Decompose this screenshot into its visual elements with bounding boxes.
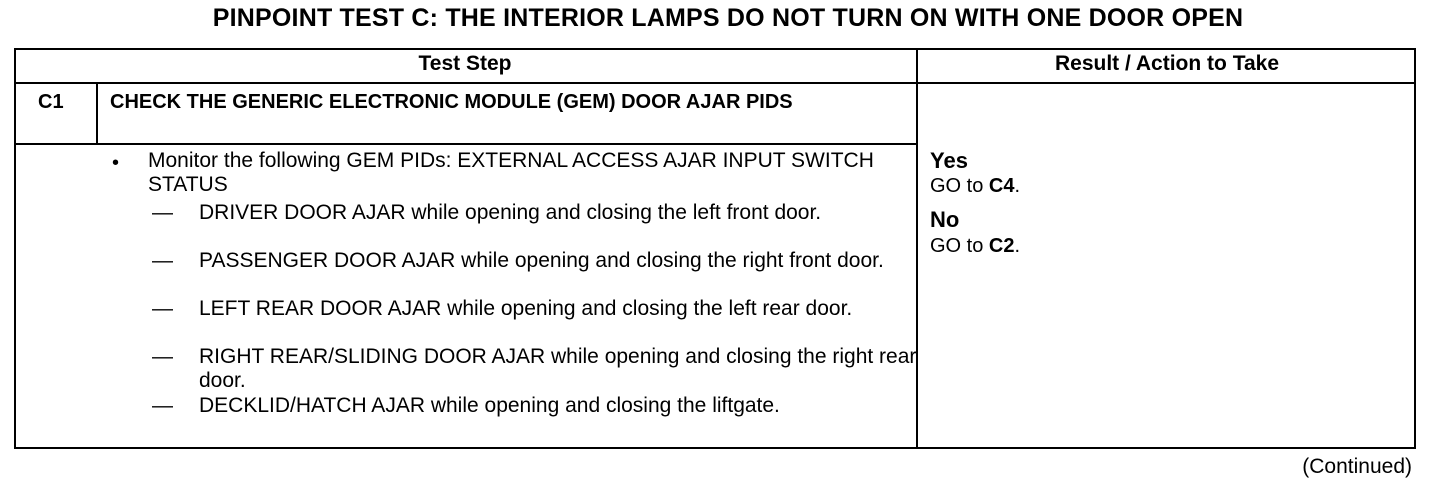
dash-icon: —: [152, 201, 173, 224]
bullet-icon: •: [112, 152, 120, 174]
action-target: C4: [988, 175, 1015, 197]
action-prefix: GO to: [930, 235, 989, 257]
result-no-label: No: [930, 207, 960, 232]
sub-item-text: DECKLID/HATCH AJAR while opening and closing the liftgate.: [199, 394, 780, 417]
page-title: PINPOINT TEST C: THE INTERIOR LAMPS DO NOT TURN ON WITH ONE DOOR OPEN: [212, 4, 1244, 32]
result-no-action: [930, 235, 1020, 258]
continued-note: (Continued): [1302, 455, 1412, 478]
step-title: CHECK THE GENERIC ELECTRONIC MODULE (GEM) DOOR AJAR PIDS: [110, 91, 793, 113]
bullet-instruction: Monitor the following GEM PIDs: EXTERNAL ACCESS AJAR INPUT SWITCH STATUS: [148, 149, 874, 196]
sub-item-text: RIGHT REAR/SLIDING DOOR AJAR while opening and closing the right rear door.: [199, 345, 917, 392]
sub-item-text: PASSENGER DOOR AJAR while opening and closing the right front door.: [199, 249, 884, 272]
action-suffix: .: [1014, 175, 1021, 197]
result-yes-label: Yes: [930, 148, 968, 173]
step-id-divider: [96, 82, 98, 144]
dash-icon: —: [152, 394, 173, 417]
dash-icon: —: [152, 345, 173, 368]
header-divider: [14, 82, 1416, 84]
action-suffix: .: [1014, 235, 1021, 257]
dash-icon: —: [152, 297, 173, 320]
step-title-divider: [14, 143, 918, 145]
action-target: C2: [988, 235, 1015, 257]
header-result-action: Result / Action to Take: [1054, 52, 1280, 75]
step-id: C1: [38, 91, 64, 113]
result-yes-action: [930, 175, 1020, 198]
sub-item-text: DRIVER DOOR AJAR while opening and closing the left front door.: [199, 201, 822, 224]
dash-icon: —: [152, 249, 173, 272]
sub-item-text: LEFT REAR DOOR AJAR while opening and closing the left rear door.: [199, 297, 853, 320]
header-test-step: Test Step: [418, 52, 512, 75]
action-prefix: GO to: [930, 175, 989, 197]
